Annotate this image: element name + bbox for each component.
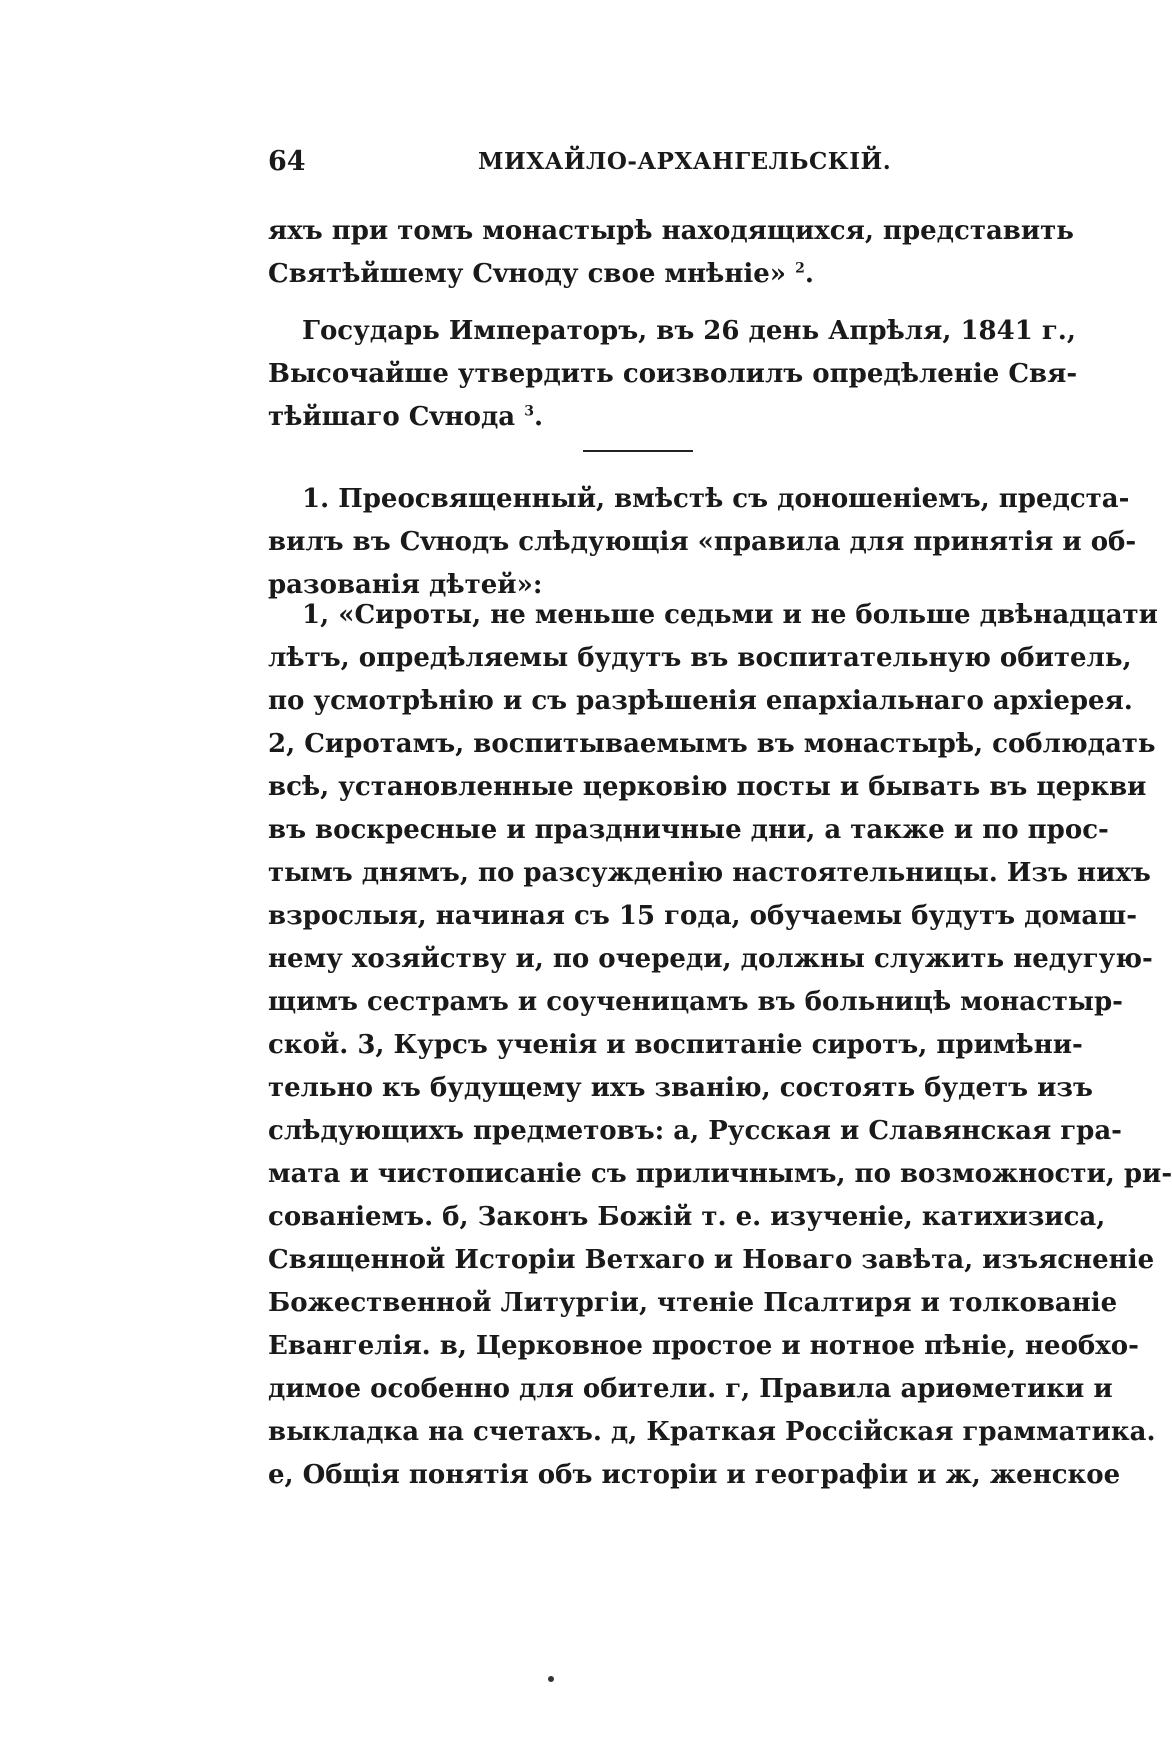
footnote-ref: 2 xyxy=(795,260,805,277)
text-line-content: Святѣйшему Сvноду свое мнѣніе» xyxy=(268,259,787,289)
section-divider xyxy=(583,450,693,452)
text-line: Высочайше утвердить соизволилъ опредѣленіе Свя- xyxy=(268,359,1078,389)
text-line: лѣтъ, опредѣляемы будутъ въ воспитательную обитель, xyxy=(268,643,1132,673)
text-line: выкладка на счетахъ. д, Краткая Россійская грамматика. xyxy=(268,1417,1156,1447)
text-line: Божественной Литургіи, чтеніе Псалтиря и толкованіе xyxy=(268,1288,1118,1318)
text-line: вилъ въ Сvнодъ слѣдующія «правила для принятія и об- xyxy=(268,527,1137,557)
paragraph-rules xyxy=(268,594,1172,1497)
text-line: разованія дѣтей»: xyxy=(268,570,543,600)
text-line: яхъ при томъ монастырѣ находящихся, представить xyxy=(268,216,1074,246)
text-line: Государь Императоръ, въ 26 день Апрѣля, 1841 г., xyxy=(302,316,1076,346)
text-line: 2, Сиротамъ, воспитываемымъ въ монастырѣ, соблюдать xyxy=(268,729,1156,759)
footnote-ref: 3 xyxy=(524,403,534,420)
text-line: тельно къ будущему ихъ званію, состоять будетъ изъ xyxy=(268,1073,1093,1103)
text-line: взрослыя, начиная съ 15 года, обучаемы будутъ домаш- xyxy=(268,901,1138,931)
paragraph-continuation xyxy=(268,210,1074,296)
text-line: Евангелія. в, Церковное простое и нотное пѣніе, необхо- xyxy=(268,1331,1139,1361)
text-line: тѣйшаго Сvнода $^3$. xyxy=(268,402,544,432)
text-line: нему хозяйству и, по очереди, должны служить недугую- xyxy=(268,944,1153,974)
text-line: Святѣйшему Сvноду свое мнѣніе» $^2$. xyxy=(268,259,814,289)
text-line: щимъ сестрамъ и соученицамъ въ больницѣ монастыр- xyxy=(268,987,1123,1017)
text-line: мата и чистописаніе съ приличнымъ, по возможности, ри- xyxy=(268,1159,1172,1189)
running-title: МИХАЙЛО-АРХАНГЕЛЬСКІЙ. xyxy=(478,148,892,175)
text-line: 1, «Сироты, не меньше седьми и не больше двѣнадцати xyxy=(302,600,1158,630)
text-line: ской. 3, Курсъ ученія и воспитаніе сиротъ, примѣни- xyxy=(268,1030,1083,1060)
text-line: тымъ днямъ, по разсужденію настоятельницы. Изъ нихъ xyxy=(268,858,1151,888)
text-line: димое особенно для обители. г, Правила ариѳметики и xyxy=(268,1374,1113,1404)
text-line: Священной Исторіи Ветхаго и Новаго завѣта, изъясненіе xyxy=(268,1245,1155,1275)
text-line: е, Общія понятія объ исторіи и географіи и ж, женское xyxy=(268,1460,1121,1490)
text-line: слѣдующихъ предметовъ: а, Русская и Славянская гра- xyxy=(268,1116,1122,1146)
text-line: въ воскресные и праздничные дни, а также и по прос- xyxy=(268,815,1109,845)
paragraph-intro xyxy=(268,478,1137,607)
text-line: по усмотрѣнію и съ разрѣшенія епархіальнаго архіерея. xyxy=(268,686,1133,716)
text-line-content: тѣйшаго Сvнода xyxy=(268,402,516,432)
text-line: сованіемъ. б, Законъ Божій т. е. изученіе, катихизиса, xyxy=(268,1202,1106,1232)
paragraph-decree xyxy=(268,310,1078,439)
text-line: 1. Преосвященный, вмѣстѣ съ доношеніемъ, предста- xyxy=(302,484,1130,514)
text-line: всѣ, установленные церковію посты и бывать въ церкви xyxy=(268,772,1147,802)
page-header xyxy=(268,146,1004,180)
print-speck xyxy=(548,1676,554,1682)
page-number: 64 xyxy=(268,146,306,177)
